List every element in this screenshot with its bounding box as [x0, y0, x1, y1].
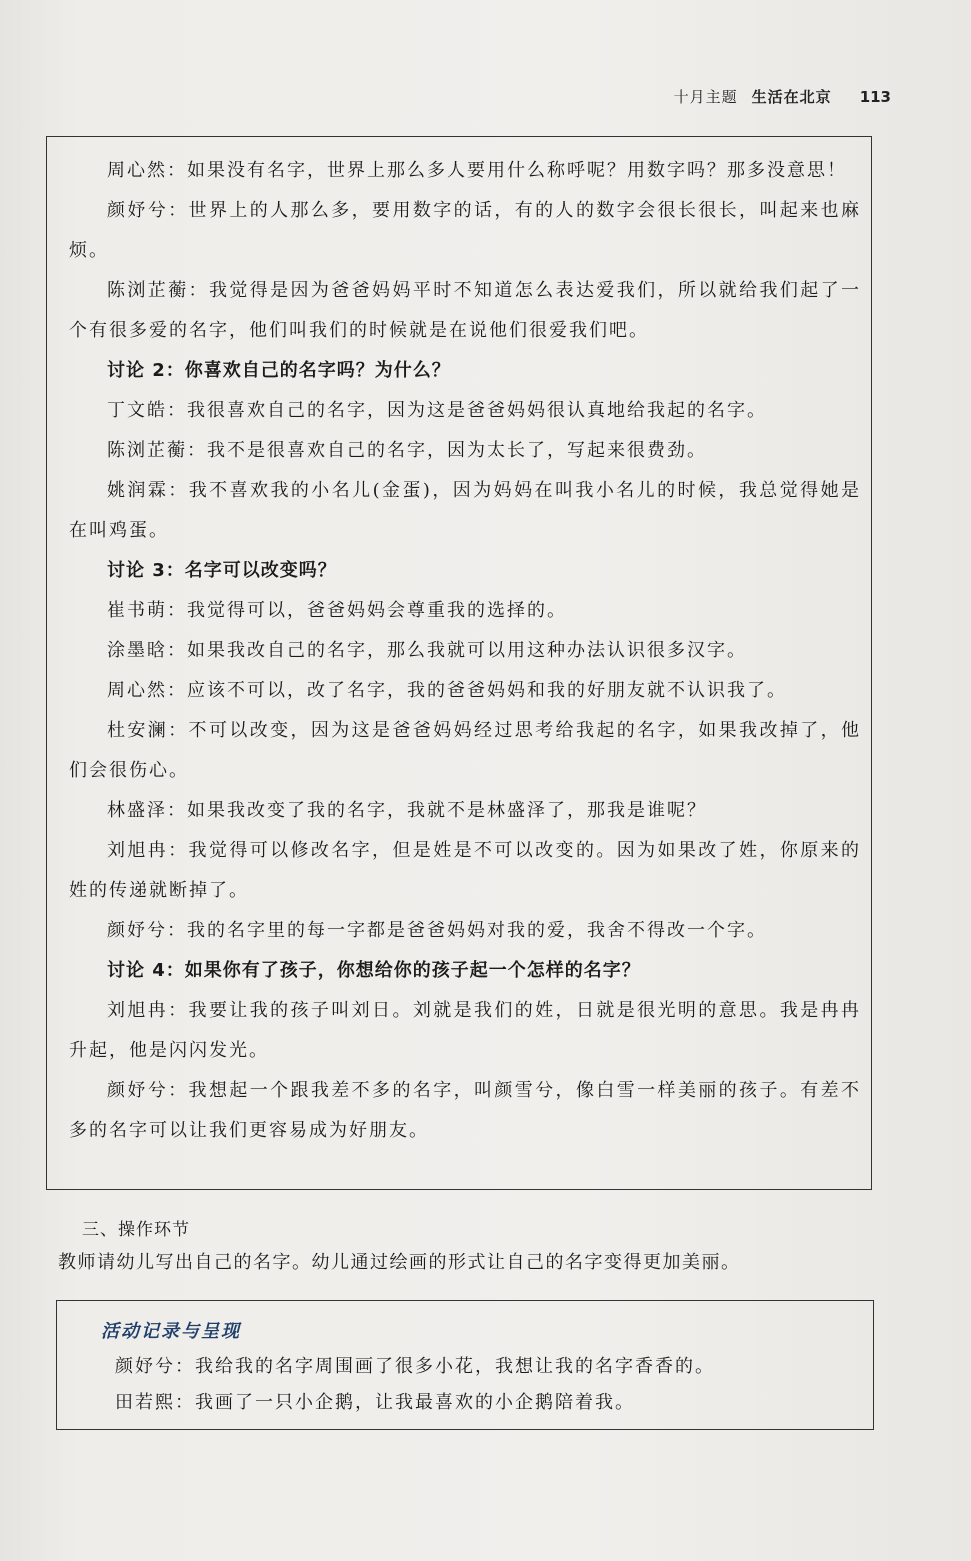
dialogue-paragraph: 周心然：如果没有名字，世界上那么多人要用什么称呼呢？用数字吗？那多没意思！: [107, 160, 847, 181]
dialogue-paragraph: 颜妤兮：世界上的人那么多，要用数字的话，有的人的数字会很长很长，叫起来也麻烦。: [69, 200, 861, 261]
record-paragraph: 田若熙：我画了一只小企鹅，让我最喜欢的小企鹅陪着我。: [115, 1392, 635, 1413]
activity-record-box: [56, 1300, 874, 1430]
dialogue-paragraph: 涂墨晗：如果我改自己的名字，那么我就可以用这种办法认识很多汉字。: [107, 640, 747, 661]
dialogue-paragraph: 颜妤兮：我想起一个跟我差不多的名字，叫颜雪兮，像白雪一样美丽的孩子。有差不多的名字可以让我们更容易成为好朋友。: [69, 1080, 861, 1141]
dialogue-paragraph: 杜安澜：不可以改变，因为这是爸爸妈妈经过思考给我起的名字，如果我改掉了，他们会很伤心。: [69, 720, 861, 781]
dialogue-paragraph: 林盛泽：如果我改变了我的名字，我就不是林盛泽了，那我是谁呢？: [107, 800, 707, 821]
dialogue-paragraph: 颜妤兮：我的名字里的每一字都是爸爸妈妈对我的爱，我舍不得改一个字。: [107, 920, 767, 941]
activity-record-title: 活动记录与呈现: [101, 1321, 241, 1342]
discussion-box: [46, 136, 872, 1190]
dialogue-paragraph: 周心然：应该不可以，改了名字，我的爸爸妈妈和我的好朋友就不认识我了。: [107, 680, 787, 701]
dialogue-paragraph: 陈浏芷蘅：我觉得是因为爸爸妈妈平时不知道怎么表达爱我们，所以就给我们起了一个有很多爱的名字，他们叫我们的时候就是在说他们很爱我们吧。: [69, 280, 861, 341]
header-subtitle: 生活在北京: [751, 88, 832, 106]
dialogue-paragraph: 崔书萌：我觉得可以，爸爸妈妈会尊重我的选择的。: [107, 600, 567, 621]
header-theme: 十月主题: [673, 88, 738, 106]
page-number: 113: [859, 88, 891, 106]
page-header: [674, 86, 891, 107]
dialogue-paragraph: 陈浏芷蘅：我不是很喜欢自己的名字，因为太长了，写起来很费劲。: [107, 440, 707, 461]
dialogue-paragraph: 姚润霖：我不喜欢我的小名儿(金蛋)，因为妈妈在叫我小名儿的时候，我总觉得她是在叫鸡蛋。: [69, 480, 861, 541]
section-heading: 三、操作环节: [82, 1220, 190, 1240]
dialogue-paragraph: 刘旭冉：我觉得可以修改名字，但是姓是不可以改变的。因为如果改了姓，你原来的姓的传递就断掉了。: [69, 840, 861, 901]
discussion-question-3: 讨论 3：名字可以改变吗？: [107, 560, 337, 581]
dialogue-paragraph: 丁文皓：我很喜欢自己的名字，因为这是爸爸妈妈很认真地给我起的名字。: [107, 400, 767, 421]
discussion-question-4: 讨论 4：如果你有了孩子，你想给你的孩子起一个怎样的名字？: [107, 960, 641, 981]
discussion-question-2: 讨论 2：你喜欢自己的名字吗？为什么？: [107, 360, 451, 381]
section-instruction: 教师请幼儿写出自己的名字。幼儿通过绘画的形式让自己的名字变得更加美丽。: [58, 1252, 741, 1273]
record-paragraph: 颜妤兮：我给我的名字周围画了很多小花，我想让我的名字香香的。: [115, 1356, 715, 1377]
dialogue-paragraph: 刘旭冉：我要让我的孩子叫刘日。刘就是我们的姓，日就是很光明的意思。我是冉冉升起，他是闪闪发光。: [69, 1000, 861, 1061]
